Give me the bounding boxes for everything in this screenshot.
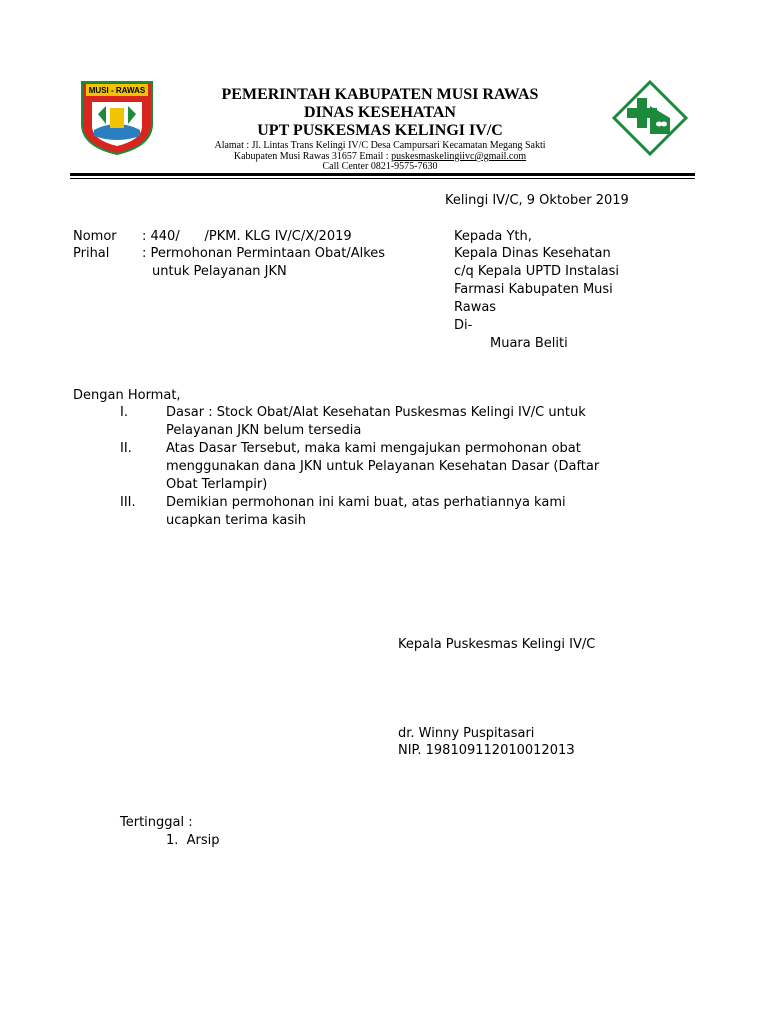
recipient-line-4: Farmasi Kabupaten Musi [454, 282, 613, 297]
point-2-number: II. [120, 441, 132, 456]
recipient-line-2: Kepala Dinas Kesehatan [454, 246, 611, 261]
point-1-line-1: Dasar : Stock Obat/Alat Kesehatan Puskesmas Kelingi IV/C untuk [166, 405, 586, 420]
prihal-value-1: : Permohonan Permintaan Obat/Alkes [142, 246, 386, 261]
point-1-line-2: Pelayanan JKN belum tersedia [166, 423, 362, 438]
point-3-line-1: Demikian permohonan ini kami buat, atas perhatiannya kami [166, 495, 566, 510]
logo-text: MUSI - RAWAS [88, 86, 146, 95]
copy-item: 1. Arsip [166, 833, 220, 848]
letterhead-divider-thin [70, 178, 695, 179]
signature-name: dr. Winny Puspitasari [398, 726, 535, 741]
nomor-label: Nomor [73, 229, 117, 244]
point-2-line-2: menggunakan dana JKN untuk Pelayanan Kesehatan Dasar (Daftar [166, 459, 600, 474]
recipient-line-7: Muara Beliti [490, 336, 568, 351]
recipient-line-5: Rawas [454, 300, 497, 315]
signature-title: Kepala Puskesmas Kelingi IV/C [398, 637, 596, 652]
recipient-line-3: c/q Kepala UPTD Instalasi [454, 264, 620, 279]
letterhead-line-2: DINAS KESEHATAN [304, 104, 456, 121]
prihal-value-2: untuk Pelayanan JKN [152, 264, 287, 279]
recipient-line-6: Di- [454, 318, 473, 333]
point-1-number: I. [120, 405, 128, 420]
point-3-number: III. [120, 495, 136, 510]
signature-nip: NIP. 19810911201001201З [398, 743, 575, 758]
address-prefix: Kabupaten Musi Rawas 31657 Email : [233, 151, 392, 162]
nomor-value: : 440/ /PKM. KLG IV/C/X/2019 [142, 229, 352, 244]
call-center: Call Center 0821-9575-7630 [322, 161, 438, 172]
point-2-line-1: Atas Dasar Tersebut, maka kami mengajukan permohonan obat [166, 441, 581, 456]
date-line: Kelingi IV/C, 9 Oktober 2019 [445, 193, 629, 208]
point-3-line-2: ucapkan terima kasih [166, 513, 306, 528]
letterhead-divider-thick [70, 173, 695, 176]
prihal-label: Prihal [73, 246, 110, 261]
musi-rawas-logo [80, 80, 154, 156]
letterhead-line-3: UPT PUSKESMAS KELINGI IV/C [257, 122, 503, 139]
point-2-line-3: Obat Terlampir) [166, 477, 268, 492]
salutation: Dengan Hormat, [73, 388, 181, 403]
puskesmas-logo [612, 80, 688, 156]
address-line-1: Alamat : Jl. Lintas Trans Kelingi IV/C Desa Campursari Kecamatan Megang Sakti [214, 140, 546, 151]
email-link[interactable]: puskesmaskelingiivc@gmail.com [391, 151, 527, 162]
copy-label: Tertinggal : [120, 815, 193, 830]
letterhead-line-1: PEMERINTAH KABUPATEN MUSI RAWAS [221, 86, 539, 103]
recipient-line-1: Kepada Yth, [454, 229, 532, 244]
